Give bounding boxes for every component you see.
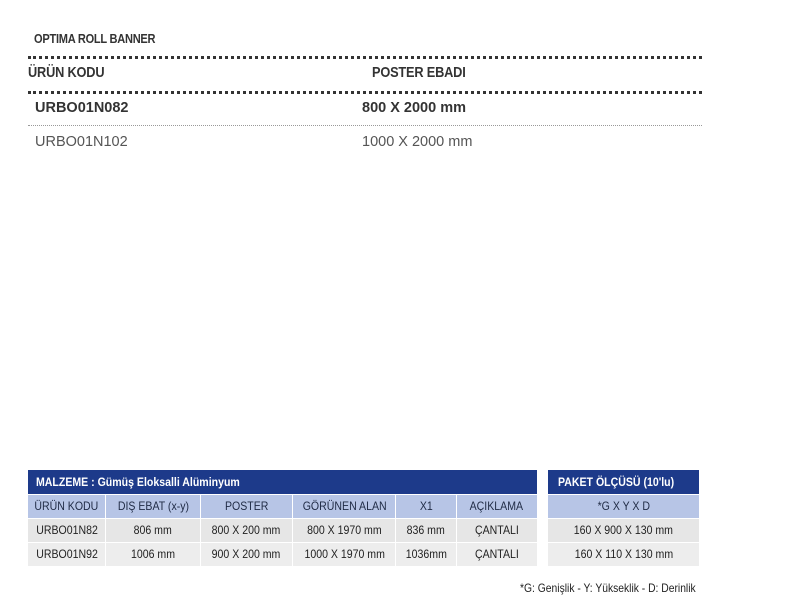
product-code-2: URBO01N102 [35,134,128,150]
page-title: OPTIMA ROLL BANNER [34,31,156,46]
package-header: *G X Y X D [548,494,700,518]
material-table-title: MALZEME : Gümüş Eloksalli Alüminyum [28,470,538,494]
footnote: *G: Genişlik - Y: Yükseklik - D: Derinlik [520,581,696,595]
table-row [548,542,700,566]
table-cell: 900 X 200 mm [200,542,292,566]
column-header-poster-size: POSTER EBADI [372,64,466,81]
table-cell: 806 mm [106,518,200,542]
table-cell: 836 mm [396,518,456,542]
material-header-poster: POSTER [200,494,292,518]
table-cell: 1000 X 1970 mm [293,542,396,566]
table-cell: 160 X 900 X 130 mm [548,518,700,542]
table-cell: ÇANTALI [456,518,537,542]
table-cell: 800 X 1970 mm [293,518,396,542]
material-header-code: ÜRÜN KODU [28,494,106,518]
table-cell: 160 X 110 X 130 mm [548,542,700,566]
header-top-divider [28,56,702,59]
material-header-visible-area: GÖRÜNEN ALAN [293,494,396,518]
product-code-1: URBO01N082 [35,100,129,116]
column-header-product-code: ÜRÜN KODU [28,64,105,81]
table-cell: 800 X 200 mm [200,518,292,542]
poster-size-1: 800 X 2000 mm [362,100,466,116]
material-header-outer-size: DIŞ EBAT (x-y) [106,494,200,518]
table-row [548,518,700,542]
material-header-x1: X1 [396,494,456,518]
package-table-title: PAKET ÖLÇÜSÜ (10'lu) [548,470,700,494]
table-cell: URBO01N82 [28,518,106,542]
table-row [28,518,538,542]
poster-size-2: 1000 X 2000 mm [362,134,473,150]
table-cell: URBO01N92 [28,542,106,566]
table-cell: ÇANTALI [456,542,537,566]
header-bottom-divider [28,91,702,94]
row-divider [28,125,702,126]
table-cell: 1006 mm [106,542,200,566]
material-table [28,470,538,567]
material-header-description: AÇIKLAMA [456,494,537,518]
package-table [548,470,700,567]
table-cell: 1036mm [396,542,456,566]
table-row [28,542,538,566]
